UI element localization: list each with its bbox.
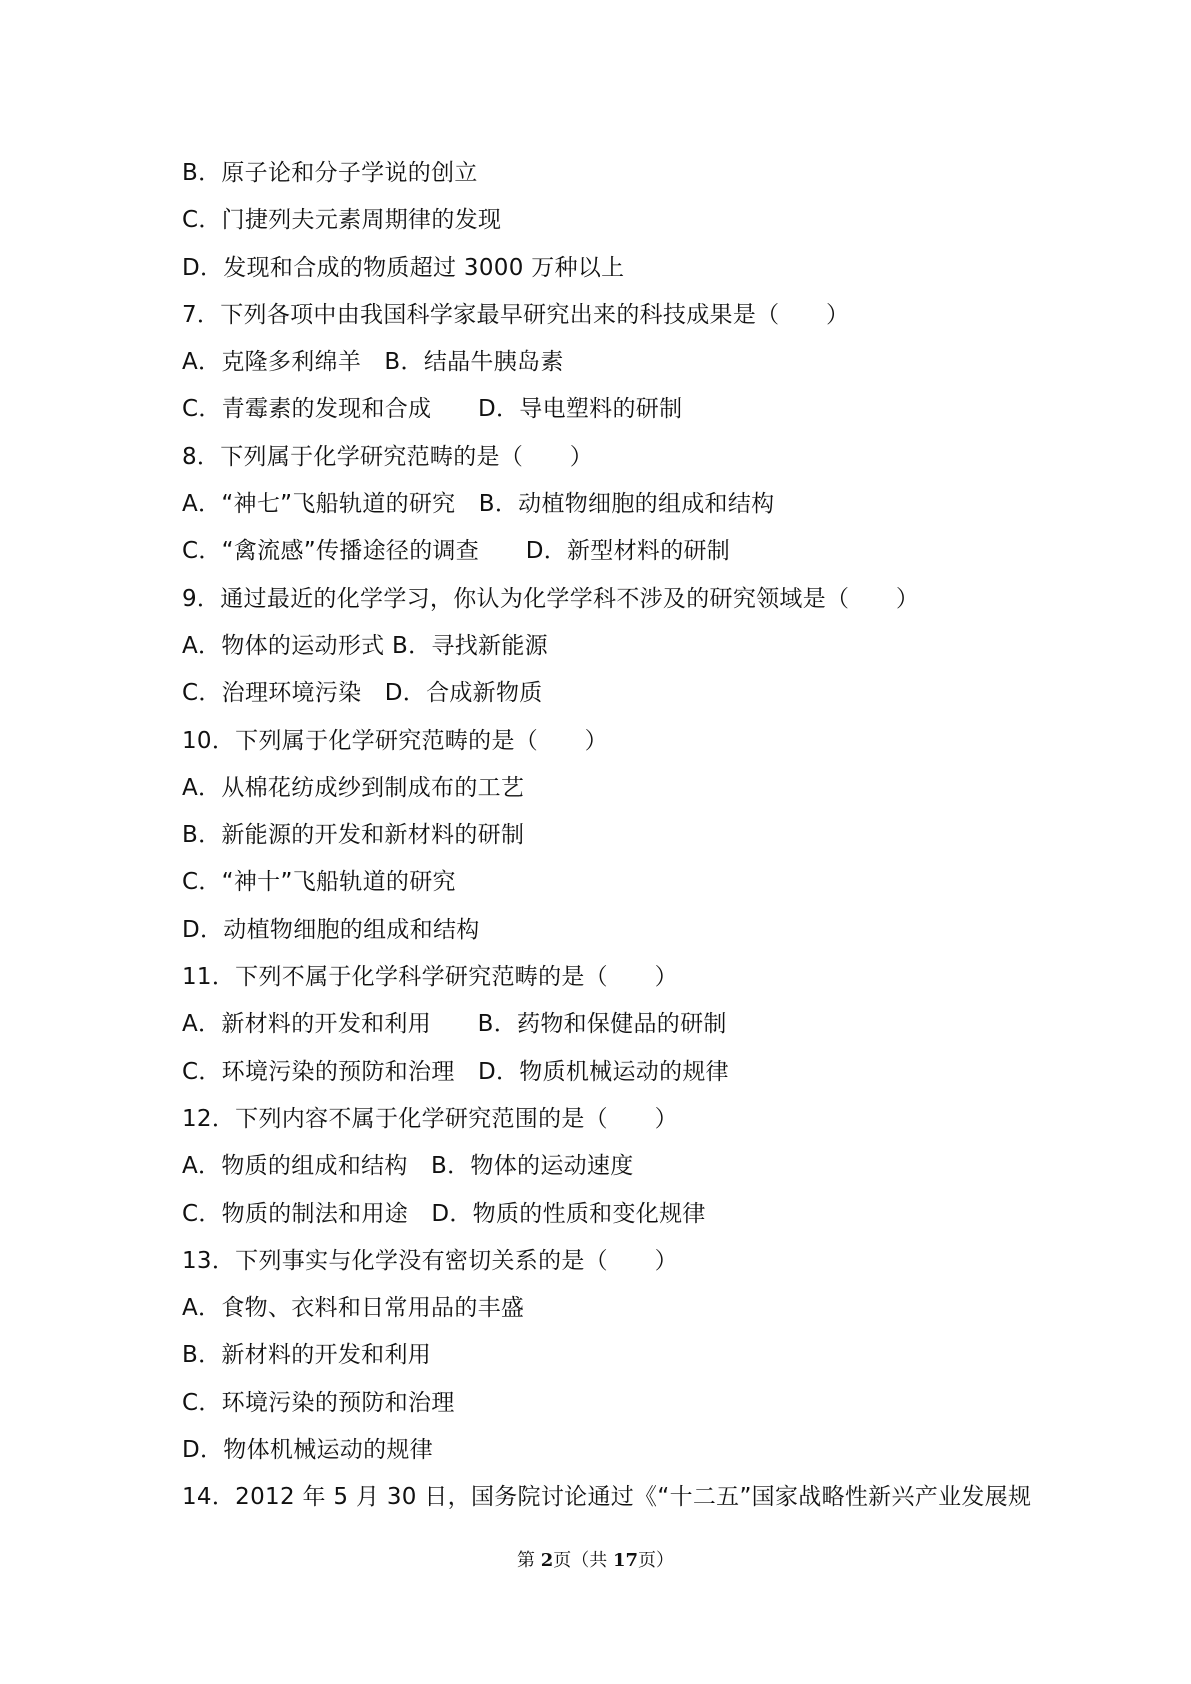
footer-suffix: 页） [638,1550,675,1571]
option-line: A．从棉花纺成纱到制成布的工艺 [182,774,525,801]
total-pages: 17 [612,1550,639,1571]
option-line: C．环境污染的预防和治理 D．物质机械运动的规律 [182,1058,729,1085]
option-line: C．环境污染的预防和治理 [182,1389,455,1416]
page-number: 2 [540,1550,554,1571]
question-line: 7．下列各项中由我国科学家最早研究出来的科技成果是（ ） [182,301,850,328]
question-line: 10．下列属于化学研究范畴的是（ ） [182,727,608,754]
footer-middle: 页（共 [553,1550,613,1571]
option-line: D．物体机械运动的规律 [182,1437,434,1464]
option-line: A．物体的运动形式 B．寻找新能源 [182,632,548,659]
option-line: B．新材料的开发和利用 [182,1342,432,1369]
option-line: A．食物、衣料和日常用品的丰盛 [182,1295,525,1322]
question-line: 8．下列属于化学研究范畴的是（ ） [182,443,594,470]
option-line: B．原子论和分子学说的创立 [182,160,478,186]
option-line: C．“禽流感”传播途径的调查 D．新型材料的研制 [182,538,731,565]
option-line: C．治理环境污染 D．合成新物质 [182,680,543,707]
question-text-block [182,150,1082,1522]
question-line: 9．通过最近的化学学习，你认为化学学科不涉及的研究领域是（ ） [182,585,920,612]
option-line: B．新能源的开发和新材料的研制 [182,822,525,849]
option-line: C．门捷列夫元素周期律的发现 [182,207,502,234]
option-line: A．物质的组成和结构 B．物体的运动速度 [182,1153,634,1180]
option-line: C．“神十”飞船轨道的研究 [182,869,456,896]
option-line: D．发现和合成的物质超过 3000 万种以上 [182,254,625,281]
question-line: 12．下列内容不属于化学研究范围的是（ ） [182,1105,678,1132]
question-line: 11．下列不属于化学科学研究范畴的是（ ） [182,964,678,991]
option-line: C．青霉素的发现和合成 D．导电塑料的研制 [182,396,683,423]
option-line: D．动植物细胞的组成和结构 [182,916,480,943]
option-line: A．新材料的开发和利用 B．药物和保健品的研制 [182,1011,727,1038]
page-footer [0,1546,1191,1572]
question-line: 14．2012 年 5 月 30 日，国务院讨论通过《“十二五”国家战略性新兴产业发展规 [182,1484,1032,1511]
option-line: C．物质的制法和用途 D．物质的性质和变化规律 [182,1200,706,1227]
option-line: A．克隆多利绵羊 B．结晶牛胰岛素 [182,349,564,376]
option-line: A．“神七”飞船轨道的研究 B．动植物细胞的组成和结构 [182,491,775,518]
footer-prefix: 第 [516,1550,541,1571]
question-line: 13．下列事实与化学没有密切关系的是（ ） [182,1247,678,1274]
